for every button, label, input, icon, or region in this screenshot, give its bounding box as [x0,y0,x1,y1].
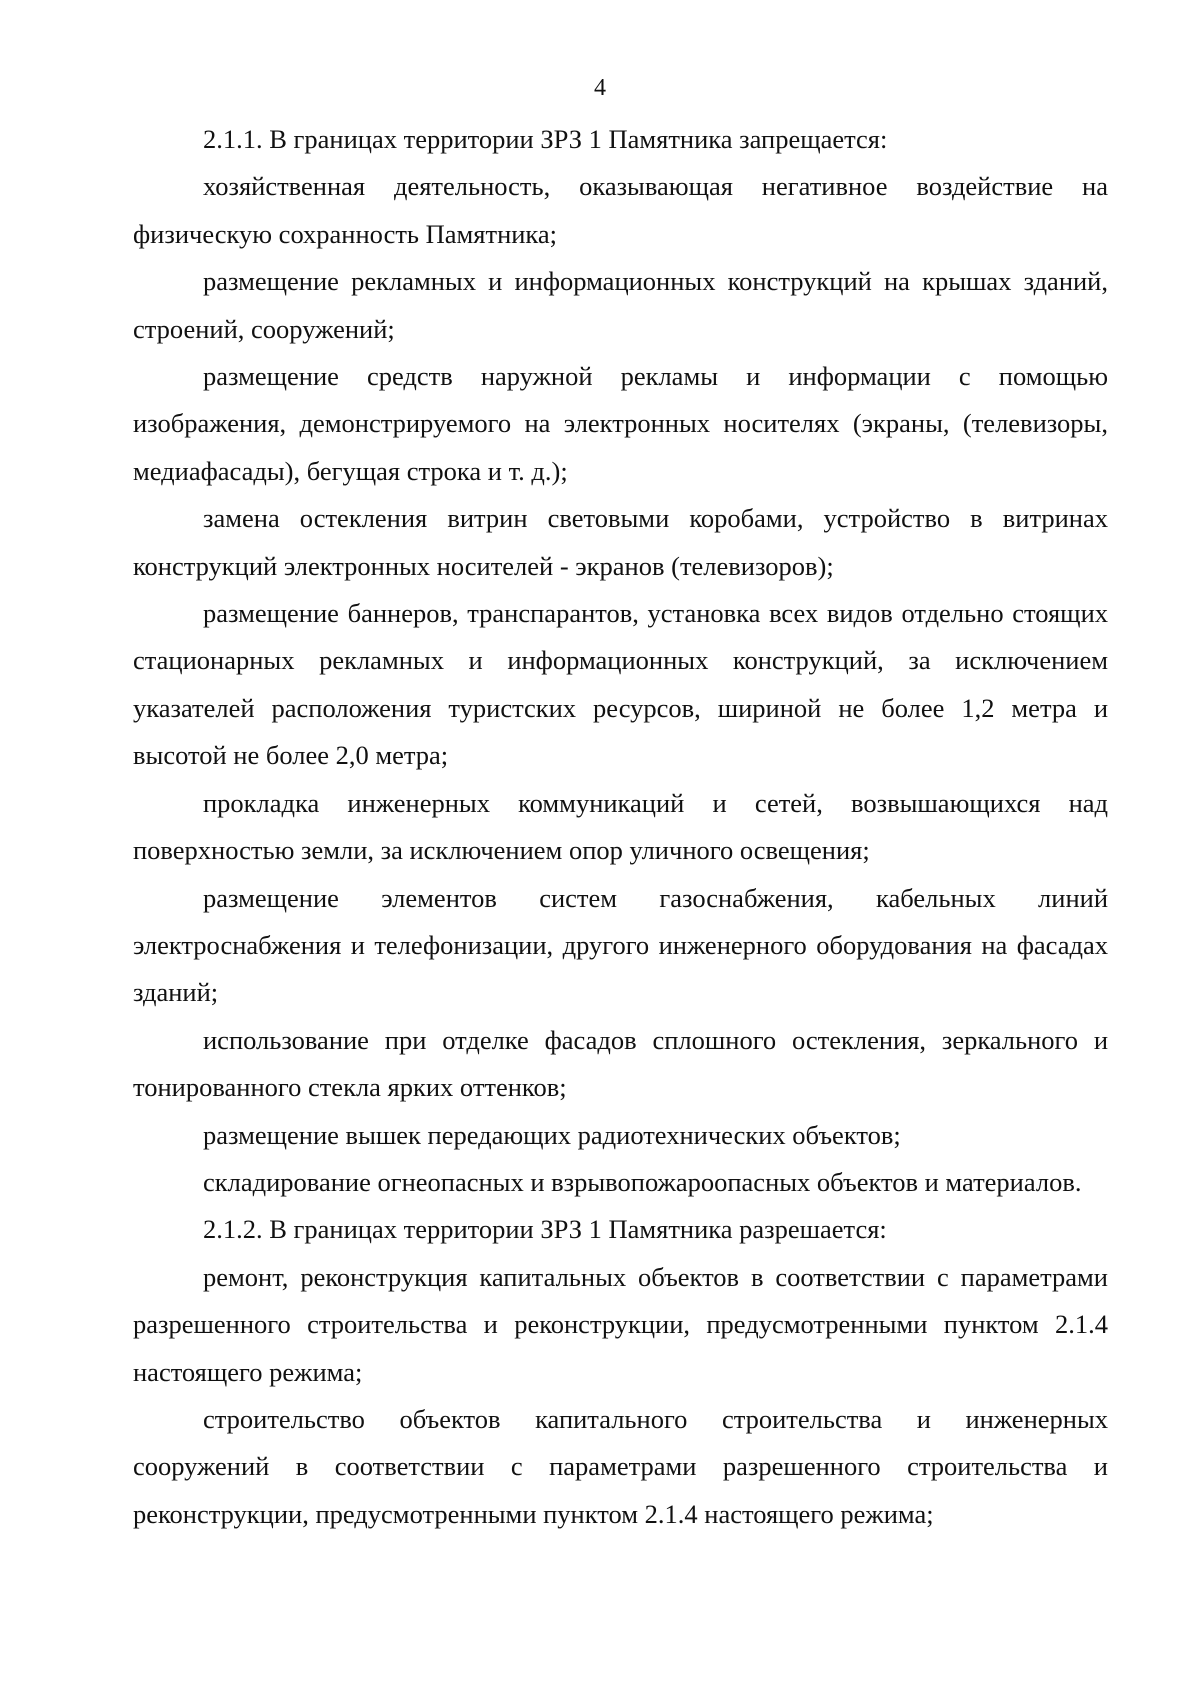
page-number: 4 [594,75,606,101]
section-heading-2-1-2: 2.1.2. В границах территории ЗРЗ 1 Памятника разрешается: [203,1214,887,1245]
list-item: размещение вышек передающих радиотехнических объектов; [203,1119,901,1150]
section-heading-2-1-1: 2.1.1. В границах территории ЗРЗ 1 Памятника запрещается: [203,124,888,154]
list-item: строительство объектов капитального строительства и инженерных сооружений в соответствии с параметрами разрешенного строительства и реконструкции, предусмотренными пунктом 2.1.4 настоящего режима; [133,1403,1108,1529]
list-item: размещение баннеров, транспарантов, установка всех видов отдельно стоящих стационарных рекламных и информационных конструкций, за исключением указателей расположения туристских ресурсов, шириной не более 1,2 метра и высотой не более 2,0 метра; [133,598,1108,771]
document-body [133,116,1108,1538]
list-item: складирование огнеопасных и взрывопожароопасных объектов и материалов. [203,1166,1082,1197]
list-item: размещение элементов систем газоснабжения, кабельных линий электроснабжения и телефонизации, другого инженерного оборудования на фасадах зданий; [133,882,1108,1008]
list-item: замена остекления витрин световыми коробами, устройство в витринах конструкций электронных носителей - экранов (телевизоров); [133,503,1108,581]
list-item: прокладка инженерных коммуникаций и сетей, возвышающихся над поверхностью земли, за исключением опор уличного освещения; [133,787,1108,866]
list-item: размещение средств наружной рекламы и информации с помощью изображения, демонстрируемого на электронных носителях (экраны, (телевизоры, медиафасады), бегущая строка и т. д.); [133,361,1108,486]
list-item: размещение рекламных и информационных конструкций на крышах зданий, строений, сооружений; [133,266,1108,344]
list-item: ремонт, реконструкция капитальных объектов в соответствии с параметрами разрешенного строительства и реконструкции, предусмотренными пунктом 2.1.4 настоящего режима; [133,1261,1108,1387]
list-item: хозяйственная деятельность, оказывающая негативное воздействие на физическую сохранность Памятника; [133,171,1108,249]
list-item: использование при отделке фасадов сплошного остекления, зеркального и тонированного стекла ярких оттенков; [133,1024,1108,1103]
